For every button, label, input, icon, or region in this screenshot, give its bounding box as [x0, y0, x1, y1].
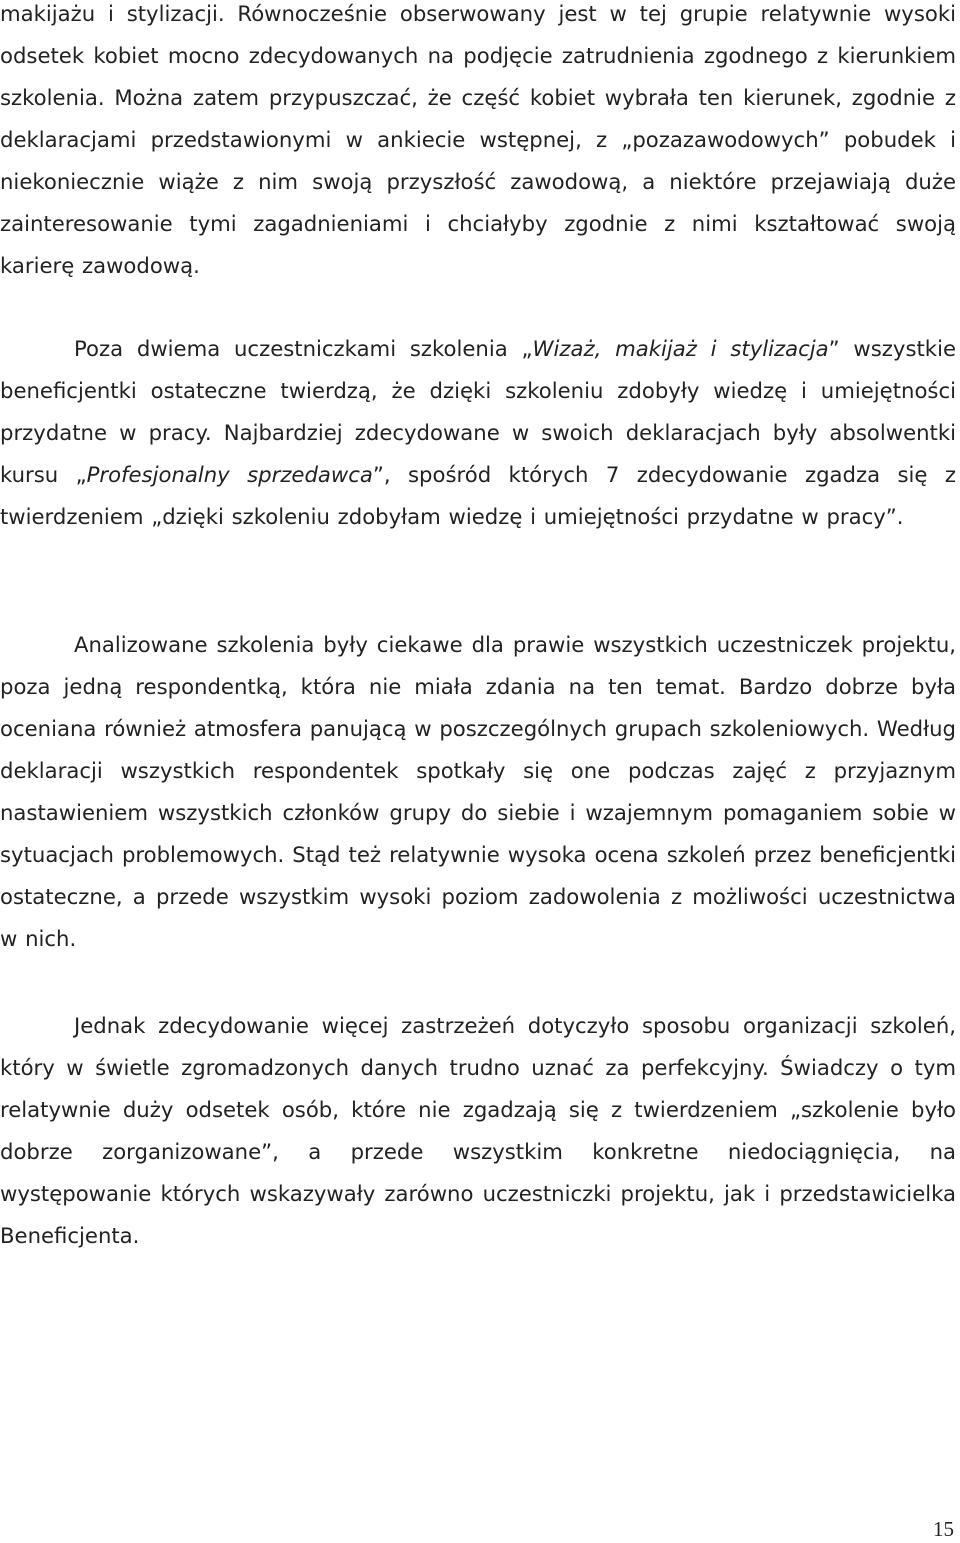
paragraph-1-text: makijażu i stylizacji. Równocześnie obserwowany jest w tej grupie relatywnie wysoki odsetek kobiet mocno zdecydowanych na podjęcie zatrudnienia zgodnego z kierunkiem szkolenia. Można zatem przypuszczać, że część kobiet wybrała ten kierunek, zgodnie z deklaracjami przedstawionymi w ankiecie wstępnej, z „pozazawodowych” pobudek i niekoniecznie wiąże z nim swoją przyszłość zawodową, a niektóre przejawiają duże zainteresowanie tymi zagadnieniami i chciałyby zgodnie z nimi kształtować swoją karierę zawodową. [0, 1, 956, 278]
paragraph-2-text-c: ”, spośród których 7 zdecydowanie zgadza się z twierdzeniem „dzięki szkoleniu zdobyłam wiedzę i umiejętności przydatne w pracy”. [0, 462, 956, 529]
paragraph-1 [0, 0, 956, 287]
course-title-wizaz: Wizaż, makijaż i stylizacja [532, 336, 829, 361]
page-number: 15 [933, 1517, 954, 1541]
paragraph-4 [0, 1005, 956, 1257]
paragraph-2-text-a: Poza dwiema uczestniczkami szkolenia „ [74, 336, 533, 361]
paragraph-2 [0, 328, 956, 538]
paragraph-3-text: Analizowane szkolenia były ciekawe dla prawie wszystkich uczestniczek projektu, poza jedną respondentką, która nie miała zdania na ten temat. Bardzo dobrze była oceniana również atmosfera panującą w poszczególnych grupach szkoleniowych. Według deklaracji wszystkich respondentek spotkały się one podczas zajęć z przyjaznym nastawieniem wszystkich członków grupy do siebie i wzajemnym pomaganiem sobie w sytuacjach problemowych. Stąd też relatywnie wysoka ocena szkoleń przez beneficjentki ostateczne, a przede wszystkim wysoki poziom zadowolenia z możliwości uczestnictwa w nich. [0, 632, 956, 951]
paragraph-3 [0, 624, 956, 960]
paragraph-4-text: Jednak zdecydowanie więcej zastrzeżeń dotyczyło sposobu organizacji szkoleń, który w świetle zgromadzonych danych trudno uznać za perfekcyjny. Świadczy o tym relatywnie duży odsetek osób, które nie zgadzają się z twierdzeniem „szkolenie było dobrze zorganizowane”, a przede wszystkim konkretne niedociągnięcia, na występowanie których wskazywały zarówno uczestniczki projektu, jak i przedstawicielka Beneficjenta. [0, 1013, 956, 1248]
paragraph-2-text-b: ” wszystkie beneficjentki ostateczne twierdzą, że dzięki szkoleniu zdobyły wiedzę i umiejętności przydatne w pracy. Najbardziej zdecydowane w swoich deklaracjach były absolwentki kursu „ [0, 336, 956, 487]
course-title-sprzedawca: Profesjonalny sprzedawca [86, 462, 373, 487]
